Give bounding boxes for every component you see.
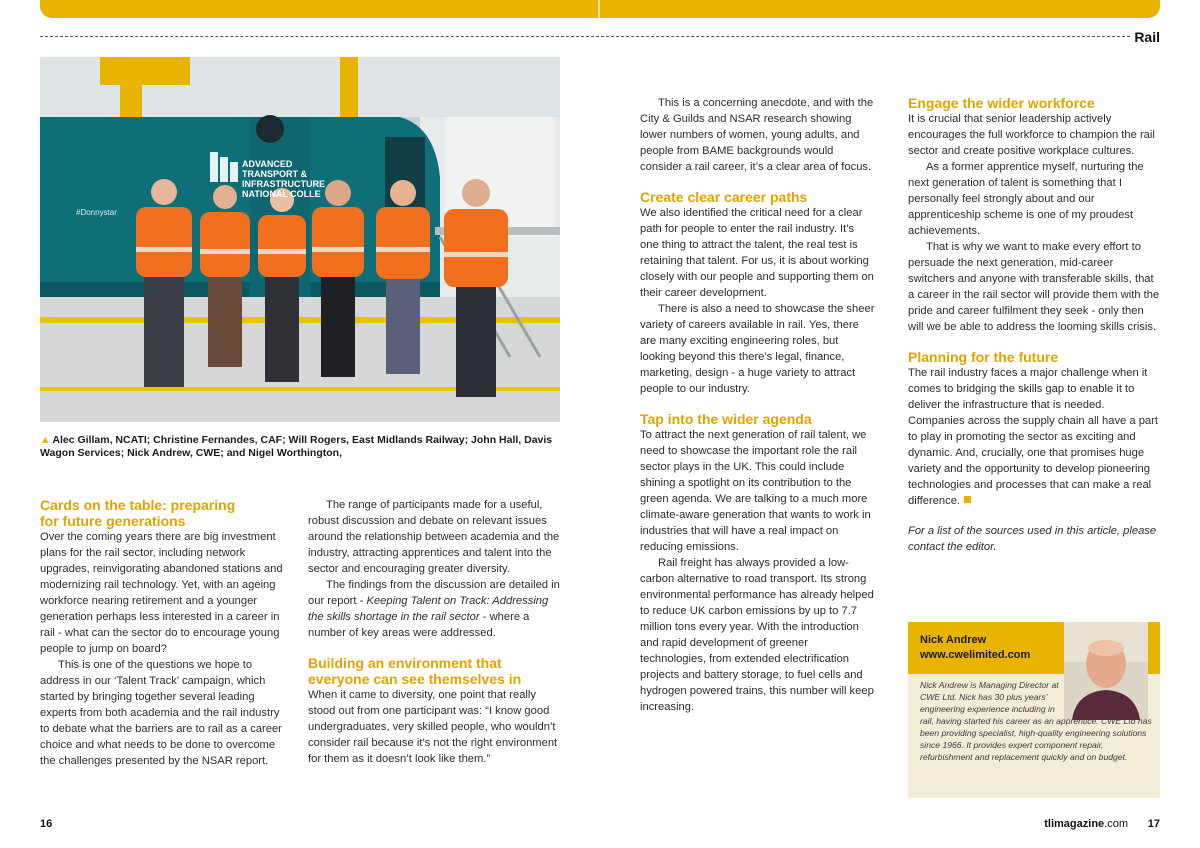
author-website: www.cwelimited.com [920,649,1031,661]
author-name: Nick Andrew [920,634,987,646]
paragraph-report: The findings from the discussion are detailed in our report - Keeping Talent on Track: Addressing the skills shortage in the rail sector - where a number of key areas were addressed. [308,579,560,639]
top-accent-band [40,0,1160,18]
paragraph: Rail freight has always provided a low-carbon alternative to road transport. Its strong environmental performance has already helped to reduce UK carbon emissions by up to 7.7 million tons every year. With the introduction and rapid development of greener technologies, from extended electrification projects and battery storage, to fuel cells and hydrogen powered trains, this number will keep increasing. [640,557,874,713]
train-sign-line-3: INFRASTRUCTURE [242,179,325,189]
bio-author [920,633,1030,663]
paragraph: That is why we want to make every effort to persuade the next generation, mid-career switchers and anyone with transferable skills, that a career in the rail sector will provide them with the pride and career fulfilment they seek - only then will we be able to address the looming skills crisis. [908,241,1160,333]
photo-caption [40,434,560,460]
article-photo [40,57,560,422]
header-rule [40,36,1130,37]
paragraph: When it came to diversity, one point that really stood out from one participant was: “I know good undergraduates, very skilled people, who wouldn’t consider rail because it’s not the right environment for them as it doesn’t look like them.” [308,689,558,765]
article-column-1 [40,497,285,769]
caption-triangle-icon: ▲ [40,434,51,446]
paragraph: There is also a need to showcase the sheer variety of careers available in rail. Yes, there are many exciting engineering roles, but looking beyond this there’s legal, finance, marketing, design - a huge variety to attract people to our industry. [640,303,875,395]
article-column-4 [908,95,1160,555]
heading-cards-on-table: Cards on the table: preparing for future generations [40,497,236,529]
paragraph: We also identified the critical need for a clear path for people to enter the rail industry. It’s one thing to attract the talent, the real test is retaining that talent. For us, it is about working closely with our people and supporting them on their career development. [640,207,874,299]
heading-planning-future: Planning for the future [908,349,1059,365]
magazine-site: tlimagazine.com [1044,818,1128,830]
train-sign-line-4: NATIONAL COLLE [242,189,321,199]
page-number-right: 17 [1147,818,1160,830]
paragraph: As a former apprentice myself, nurturing the next generation of talent is something that I personally feel strongly about and our apprenticeship scheme is one of my proudest achievements. [908,161,1144,237]
train-sign-line-2: TRANSPORT & [242,169,307,179]
caption-text: Alec Gillam, NCATI; Christine Fernandes, CAF; Will Rogers, East Midlands Railway; John Hall, Davis Wagon Services; Nick Andrew, CWE; and Nigel Worthington, [40,434,553,459]
paragraph: The rail industry faces a major challenge when it comes to bridging the skills gap to enable it to deliver the infrastructure that is needed. Companies across the supply chain all have a part to play in promoting the sector as exciting and dynamic. And, crucially, one that promises huge variety and the opportunity to develop pioneering technologies and processes that can make a real difference. [908,367,1158,507]
paragraph: Over the coming years there are big investment plans for the rail sector, including network upgrades, reinvigorating abandoned stations and modernizing rail technology. Yet, with an ageing workforce nearing retirement and a younger generation perhaps less interested in a career in rail - what can the sector do to encourage young people to jump on board? [40,531,283,655]
article-column-2 [308,497,563,767]
author-bio-box [908,622,1160,798]
heading-wider-workforce: Engage the wider workforce [908,95,1095,111]
bio-text: Nick Andrew is Managing Director at CWE Ltd. Nick has 30 plus years’ engineering experience including in rail, having started his career as an apprentice. CWE Ltd has been providing specialist, high-quality engineering solutions since 1966. It provides expert component repair, refurbishment and replacement quickly and on budget. [920,680,1152,762]
sources-note: For a list of the sources used in this article, please contact the editor. [908,525,1157,553]
heading-career-paths: Create clear career paths [640,189,808,205]
paragraph: It is crucial that senior leadership actively encourages the full workforce to champion the rail sector and create positive workplace cultures. [908,113,1155,157]
section-label: Rail [1134,29,1160,45]
report-title: Keeping Talent on Track: Addressing the skills shortage in the rail sector [308,595,549,623]
page-number-left: 16 [40,818,53,830]
train-hashtag: #Donnystar [76,208,117,217]
paragraph: This is one of the questions we hope to address in our ‘Talent Track’ campaign, which started by bringing together several leading experts from both academia and the rail industry to debate what the barriers are to rail as a career choice and what needs to be done to overcome the challenges presented by the NSAR report. [40,659,282,767]
paragraph: To attract the next generation of rail talent, we need to showcase the important role the rail sector plays in the UK. This could include shining a spotlight on its contribution to the green agenda. We are talking to a much more climate-aware generation that wants to work in industries that will have a real impact on reducing emissions. [640,429,871,553]
end-square-icon [964,496,971,503]
heading-wider-agenda: Tap into the wider agenda [640,411,812,427]
paragraph: This is a concerning anecdote, and with the City & Guilds and NSAR research showing lower numbers of women, young adults, and people from BAME backgrounds would consider a rail career, it’s a clear area of focus. [640,97,874,173]
heading-building-environment: Building an environment that everyone can see themselves in [308,655,522,687]
train-sign-line-1: ADVANCED [242,159,293,169]
article-column-3 [640,95,875,715]
photo-illustration [40,57,560,422]
paragraph: The range of participants made for a useful, robust discussion and debate on relevant issues around the relationship between academia and the industry, attracting apprentices and talent into the sector and encouraging greater diversity. [308,499,560,575]
